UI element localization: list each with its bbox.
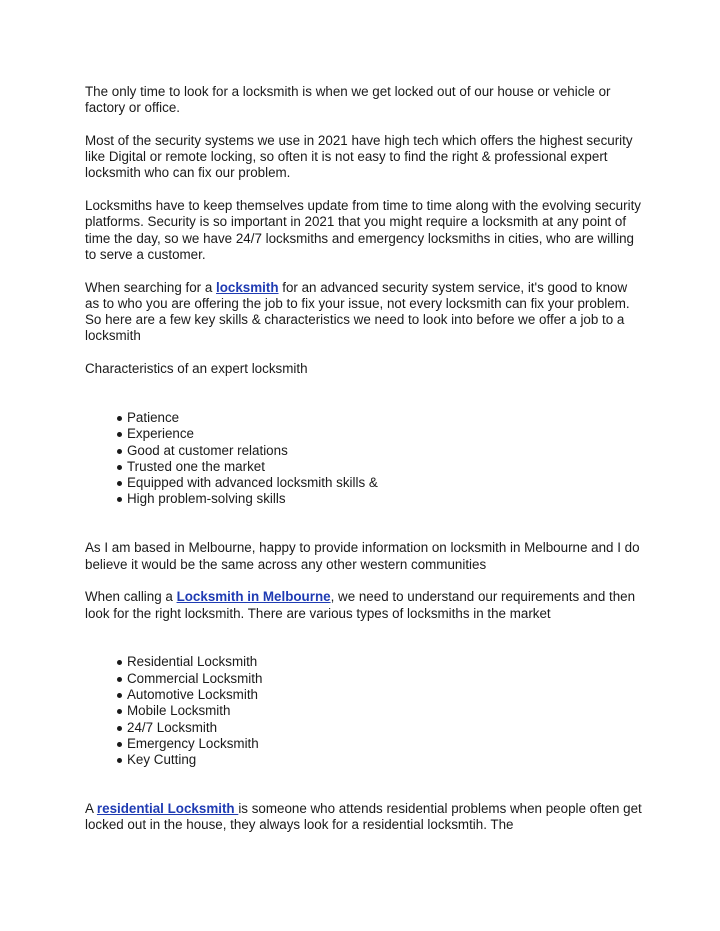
list-item: Residential Locksmith — [117, 654, 645, 670]
paragraph-keep-updated: Locksmiths have to keep themselves update from time to time along with the evolving security platforms. Security is so important in 2021 that you might require a locksmith at any point of time the day, so we have 24/7 locksmiths and emergency locksmiths in cities, who are willing to serve a customer. — [85, 198, 641, 262]
list-item: Automotive Locksmith — [117, 687, 645, 703]
text-segment: , we need to understand our requirements and then look for the right locksmith. There are various types of locksmiths in the market — [85, 589, 636, 621]
text-segment: A — [85, 801, 97, 817]
list-item: Patience — [117, 410, 645, 426]
list-item: High problem-solving skills — [117, 491, 645, 507]
locksmith-types-list — [85, 654, 645, 768]
paragraph-security-systems: Most of the security systems we use in 2021 have high tech which offers the highest security like Digital or remote locking, so often it is not easy to find the right & professional expert locksmith who can fix our problem. — [85, 132, 633, 181]
paragraph-intro: The only time to look for a locksmith is when we get locked out of our house or vehicle or factory or office. — [85, 84, 611, 116]
paragraph-residential — [85, 801, 645, 834]
characteristics-heading: Characteristics of an expert locksmith — [85, 361, 308, 377]
list-item: Key Cutting — [117, 752, 645, 768]
list-item: Good at customer relations — [117, 443, 645, 459]
list-item: Experience — [117, 426, 645, 442]
list-item: Mobile Locksmith — [117, 703, 645, 719]
list-item: 24/7 Locksmith — [117, 720, 645, 736]
paragraph-calling — [85, 589, 645, 622]
list-item: Equipped with advanced locksmith skills & — [117, 475, 645, 491]
list-item: Commercial Locksmith — [117, 671, 645, 687]
text-segment: When searching for a — [85, 279, 216, 295]
locksmith-link[interactable]: locksmith — [216, 279, 279, 295]
list-item: Trusted one the market — [117, 459, 645, 475]
locksmith-in-melbourne-link[interactable]: Locksmith in Melbourne — [176, 589, 331, 605]
residential-locksmith-link[interactable]: residential Locksmith — [96, 801, 239, 817]
text-column — [85, 84, 645, 834]
paragraph-melbourne: As I am based in Melbourne, happy to provide information on locksmith in Melbourne and I do believe it would be the same across any other western communities — [85, 540, 640, 572]
paragraph-searching — [85, 280, 645, 345]
text-segment: is someone who attends residential problems when people often get locked out in the house, they always look for a residential locksmtih. The — [85, 801, 642, 833]
text-segment: for an advanced security system service, it's good to know as to who you are offering the job to fix your issue, not every locksmith can fix your problem. So here are a few key skills & characteristics we need to look into before we offer a job to a locksmith — [85, 279, 630, 344]
text-segment: When calling a — [85, 589, 177, 605]
characteristics-list — [85, 410, 645, 508]
list-item: Emergency Locksmith — [117, 736, 645, 752]
